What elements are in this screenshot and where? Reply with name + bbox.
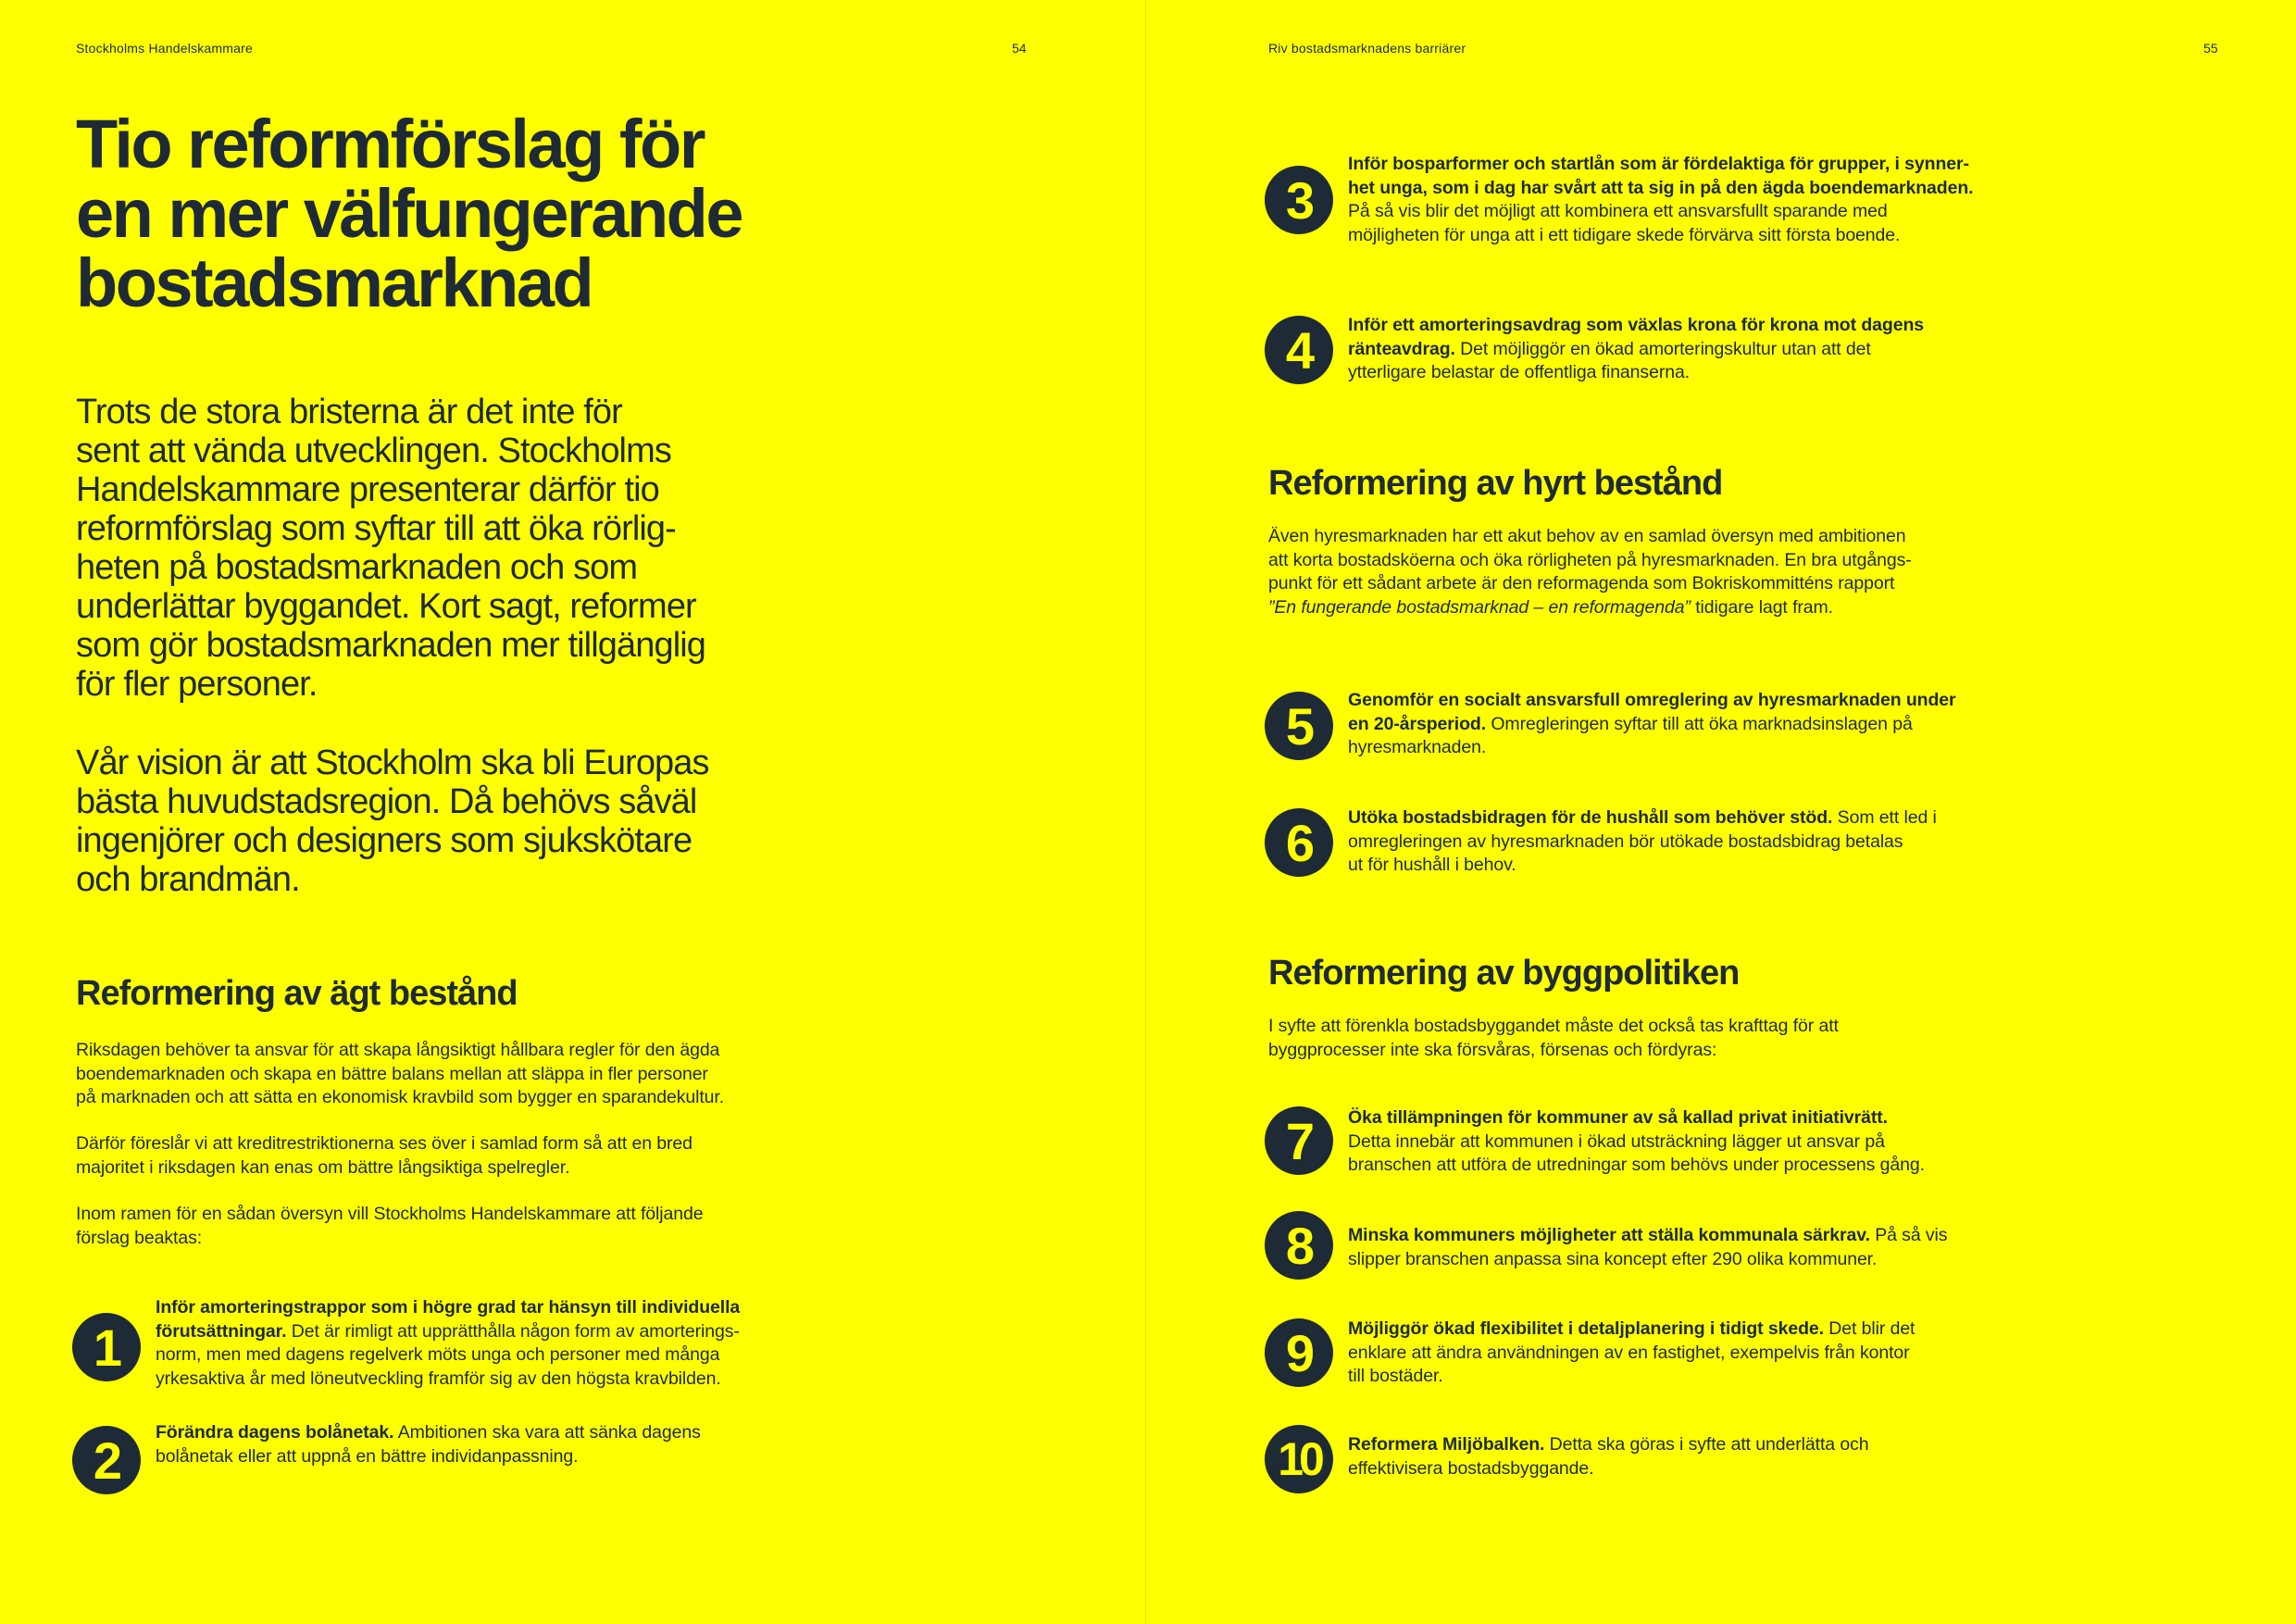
number-badge: 1 xyxy=(72,1313,141,1381)
reform-lead-text: Minska kommuners möjligheter att ställa kommunala särkrav. xyxy=(1348,1225,1870,1245)
reform-text: Genomför en socialt ansvarsfull omreglering av hyresmarknaden under en 20-årsperiod. Omregleringen syftar till att öka marknadsinslagen på hyresmarknaden. xyxy=(1348,690,1956,757)
reform-lead-text: Inför ett amorteringsavdrag som växlas krona för krona mot dagens ränteavdrag. xyxy=(1348,315,1925,359)
number-badge: 7 xyxy=(1265,1106,1333,1175)
reform-lead-text: Genomför en socialt ansvarsfull omreglering av hyresmarknaden under en 20-årsperiod. xyxy=(1348,690,1956,734)
page-number-right: 55 xyxy=(2203,41,2218,56)
number-badge: 10 xyxy=(1265,1425,1333,1493)
number-badge: 8 xyxy=(1265,1211,1333,1280)
reform-text: Inför amorteringstrappor som i högre grad tar hänsyn till individuella förutsättningar. Det är rimligt att upprätthålla någon form av amorterings- norm, men med dagens regelverk möts unga och personer med många yrkesaktiva år med löneutveckling framför sig av den högsta kravbilden. xyxy=(156,1297,741,1389)
body-paragraph-1: Riksdagen behöver ta ansvar för att skapa långsiktigt hållbara regler för den ägda boendemarknaden och skapa en bättre balans mellan att släppa in fler personer på marknaden och att sätta en ekonomisk kravbild som bygger en sparandekultur. xyxy=(76,1040,725,1107)
reform-lead-text: Öka tillämpningen för kommuner av så kallad privat initiativrätt. xyxy=(1348,1107,1888,1128)
reform-text: Minska kommuners möjligheter att ställa kommunala särkrav. På så vis slipper branschen anpassa sina koncept efter 290 olika kommuner. xyxy=(1348,1225,1948,1269)
running-head-right: Riv bostadsmarknadens barriärer xyxy=(1268,41,1466,56)
reform-text: Reformera Miljöbalken. Detta ska göras i syfte att underlätta och effektivisera bostadsbyggande. xyxy=(1348,1434,1869,1479)
number-badge: 3 xyxy=(1265,166,1333,234)
reform-text: Öka tillämpningen för kommuner av så kallad privat initiativrätt. Detta innebär att kommunen i ökad utsträckning lägger ut ansvar på branschen att utföra de utredningar som behövs under processens gång. xyxy=(1348,1107,1925,1175)
number-badge: 2 xyxy=(72,1426,141,1494)
reform-lead-text: Inför bosparformer och startlån som är fördelaktiga för grupper, i synner- het unga, som i dag har svårt att ta sig in på den ägda boendemarknaden. xyxy=(1348,154,1974,198)
reform-text: Inför bosparformer och startlån som är fördelaktiga för grupper, i synner- het unga, som i dag har svårt att ta sig in på den ägda boendemarknaden. På så vis blir det möjligt att kombinera ett ansvarsfullt sparande med möjligheten för unga att i ett tidigare skede förvärva sitt första boende. xyxy=(1348,154,1974,245)
reform-text: Förändra dagens bolånetak. Ambitionen ska vara att sänka dagens bolånetak eller att uppnå en bättre individanpassning. xyxy=(156,1422,701,1467)
left-page xyxy=(0,0,1146,1624)
running-head-left: Stockholms Handelskammare xyxy=(76,41,253,56)
body-paragraph-rented: Även hyresmarknaden har ett akut behov av en samlad översyn med ambitionen att korta bostadsköerna och öka rörligheten på hyresmarknaden. En bra utgångs- punkt för ett sådant arbete är den reformagenda som Bokriskommitténs rapport ”En fungerande bostadsmarknad – en reformagenda” tidigare lagt fram. xyxy=(1268,526,1912,618)
section-heading-building: Reformering av byggpolitiken xyxy=(1268,954,1740,993)
lead-paragraph-2: Vår vision är att Stockholm ska bli Europas bästa huvudstadsregion. Då behövs såväl ingenjörer och designers som sjukskötare och brandmän. xyxy=(76,743,709,899)
section-heading-rented: Reformering av hyrt bestånd xyxy=(1268,464,1723,503)
body-paragraph-building: I syfte att förenkla bostadsbyggandet måste det också tas krafttag för att byggprocesser inte ska försvåras, försenas och fördyras: xyxy=(1268,1016,1839,1060)
reform-lead-text: Utöka bostadsbidragen för de hushåll som behöver stöd. xyxy=(1348,807,1833,828)
reform-text: Utöka bostadsbidragen för de hushåll som behöver stöd. Som ett led i omregleringen av hyresmarknaden bör utökade bostadsbidrag betalas ut för hushåll i behov. xyxy=(1348,807,1937,875)
page-number-left: 54 xyxy=(1012,41,1027,56)
page-title: Tio reformförslag för en mer välfungerande bostadsmarknad xyxy=(76,106,742,321)
number-badge: 6 xyxy=(1265,808,1333,877)
reform-text: Inför ett amorteringsavdrag som växlas krona för krona mot dagens ränteavdrag. Det möjliggör en ökad amorteringskultur utan att det ytterligare belastar de offentliga finanserna. xyxy=(1348,315,1925,382)
number-badge: 4 xyxy=(1265,316,1333,384)
body-paragraph-2: Därför föreslår vi att kreditrestriktionerna ses över i samlad form så att en bred majoritet i riksdagen kan enas om bättre långsiktiga spelregler. xyxy=(76,1133,693,1178)
number-badge: 5 xyxy=(1265,692,1333,760)
section-heading-owned: Reformering av ägt bestånd xyxy=(76,974,518,1013)
reform-lead-text: Möjliggör ökad flexibilitet i detaljplanering i tidigt skede. xyxy=(1348,1318,1824,1339)
body-paragraph-3: Inom ramen för en sådan översyn vill Stockholms Handelskammare att följande förslag beaktas: xyxy=(76,1204,704,1248)
lead-paragraph-1: Trots de stora bristerna är det inte för sent att vända utvecklingen. Stockholms Handelskammare presenterar därför tio reformförslag som syftar till att öka rörlig- heten på bostadsmarknaden och som underlättar byggandet. Kort sagt, reformer som gör bostadsmarknaden mer tillgänglig för fler personer. xyxy=(76,393,706,704)
number-badge: 9 xyxy=(1265,1318,1333,1387)
right-page xyxy=(1146,0,2296,1624)
reform-lead-text: Reformera Miljöbalken. xyxy=(1348,1434,1545,1455)
reform-lead-text: Inför amorteringstrappor som i högre grad tar hänsyn till individuella förutsättningar. xyxy=(156,1297,741,1342)
reform-text: Möjliggör ökad flexibilitet i detaljplanering i tidigt skede. Det blir det enklare att ändra användningen av en fastighet, exempelvis från kontor till bostäder. xyxy=(1348,1318,1915,1386)
reform-lead-text: Förändra dagens bolånetak. xyxy=(156,1422,394,1443)
